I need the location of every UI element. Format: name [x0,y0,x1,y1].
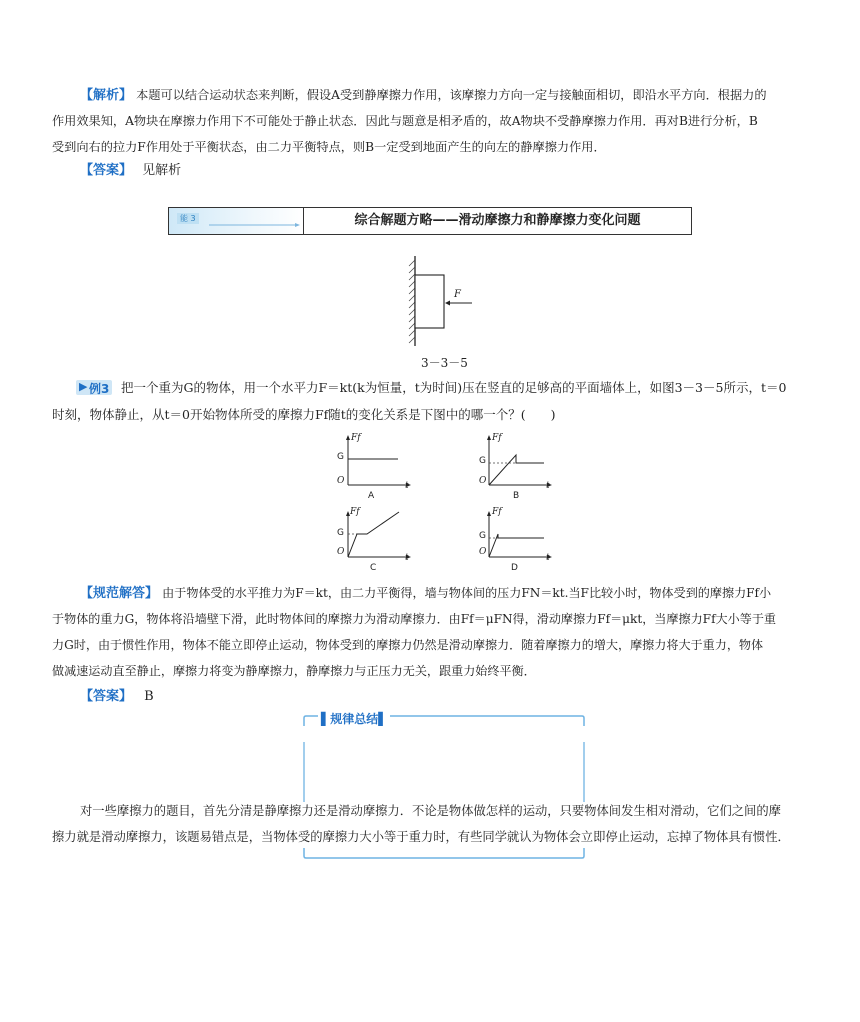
summary-line-1: 对一些摩擦力的题目，首先分清是静摩擦力还是滑动摩擦力．不论是物体做怎样的运动，只要物体间发生相对滑动，它们之间的摩 [80,804,781,818]
solution-line-2: 于物体的重力G，物体将沿墙壁下滑，此时物体间的摩擦力为滑动摩擦力．由Ff＝μFN得，滑动摩擦力Ff＝μkt，当摩擦力Ff大小等于重 [52,612,777,626]
graph-b-curve [489,455,544,485]
summary-line-2: 擦力就是滑动摩擦力，该题易错点是，当物体受的摩擦力大小等于重力时，有些同学就认为物体会立即停止运动，忘掉了物体具有惯性． [52,830,790,844]
graph-b-id: B [513,491,520,501]
summary-title-marker-end-icon: ▌ [378,712,388,726]
graph-d-g: G [479,531,486,541]
graph-d-t: t [546,553,550,563]
solution-text-1: 由于物体受的水平推力为F＝kt，由二力平衡得，墙与物体间的压力FN＝kt.当F比较小时，物体受到的摩擦力Ff小 [162,586,772,600]
graph-b-axes [476,433,556,493]
answer-2-tag: 【答案】 [80,689,133,704]
summary-title [318,710,390,727]
graph-d-id: D [511,563,518,573]
figure-caption: 3－3－5 [421,356,468,370]
jiexi-text-1: 本题可以结合运动状态来判断，假设A受到静摩擦力作用，该摩擦力方向一定与接触面相切，即沿水平方向．根据力的 [136,88,767,102]
solution-line-1 [80,580,771,607]
wall-figure [400,254,480,349]
graph-c-axes [335,509,415,569]
graph-a-g: G [337,452,344,462]
example-badge-label: 例3 [89,382,110,396]
answer-2 [80,683,154,710]
graph-c-curve [348,512,399,557]
graph-b-g: G [479,456,486,466]
graph-d-curve [489,534,544,557]
banner-icon-text: 能 3 [177,213,199,224]
block [415,275,444,328]
graph-b-ylabel: Ff [492,433,502,443]
graph-c-o: O [337,547,345,557]
banner-decoration [169,208,304,234]
example-line-1: 把一个重为G的物体，用一个水平力F＝kt(k为恒量，t为时间)压在竖直的足够高的平面墙体上，如图3－3－5所示，t＝0 [121,380,787,395]
answer-1-value: 见解析 [142,163,182,178]
graph-c-g: G [337,528,344,538]
solution-line-3: 力G时，由于惯性作用，物体不能立即停止运动，物体受到的摩擦力仍然是滑动摩擦力．随着摩擦力的增大，摩擦力将大于重力，物体 [52,638,764,652]
graph-d-ylabel: Ff [492,507,502,517]
answer-2-value: B [144,689,154,704]
jiexi-tag: 【解析】 [80,88,133,103]
graph-c-t: t [405,553,409,563]
section-banner [168,207,692,235]
graph-a-ylabel: Ff [351,433,361,443]
graph-c-id: C [370,563,377,573]
banner-arrow-icon [169,208,303,234]
answer-1-tag: 【答案】 [80,163,133,178]
banner-title: 综合解题方略——滑动摩擦力和静摩擦力变化问题 [354,213,641,228]
answer-1 [80,157,181,184]
jiexi-line-1 [80,82,810,109]
summary-title-marker-icon: ▌ [321,712,331,726]
graph-a-t: t [405,481,409,491]
solution-tag: 【规范解答】 [80,586,159,601]
example-badge [76,380,112,395]
summary-title-text: 规律总结 [330,712,379,726]
graph-d-axes [476,509,556,569]
graph-a-axes [335,433,415,493]
force-label: F [454,289,461,300]
solution-line-4: 做减速运动直至静止，摩擦力将变为静摩擦力，静摩擦力与正压力无关，跟重力始终平衡． [52,664,536,678]
graph-c-ylabel: Ff [350,507,360,517]
graph-a-o: O [337,476,345,486]
graph-d-o: O [479,547,487,557]
example-badge-arrow-icon: ▶ [79,380,88,393]
jiexi-line-3: 受到向右的拉力F作用处于平衡状态，由二力平衡特点，则B一定受到地面产生的向左的静摩擦力作用． [52,140,606,154]
jiexi-line-2: 作用效果知，A物块在摩擦力作用下不可能处于静止状态．因此与题意是相矛盾的，故A物块不受静摩擦力作用．再对B进行分析，B [52,114,758,128]
graph-b-t: t [546,481,550,491]
graph-b-o: O [479,476,487,486]
graph-a-id: A [368,491,375,501]
example-line-2: 时刻，物体静止，从t＝0开始物体所受的摩擦力Ff随t的变化关系是下图中的哪一个？( ) [52,407,556,422]
